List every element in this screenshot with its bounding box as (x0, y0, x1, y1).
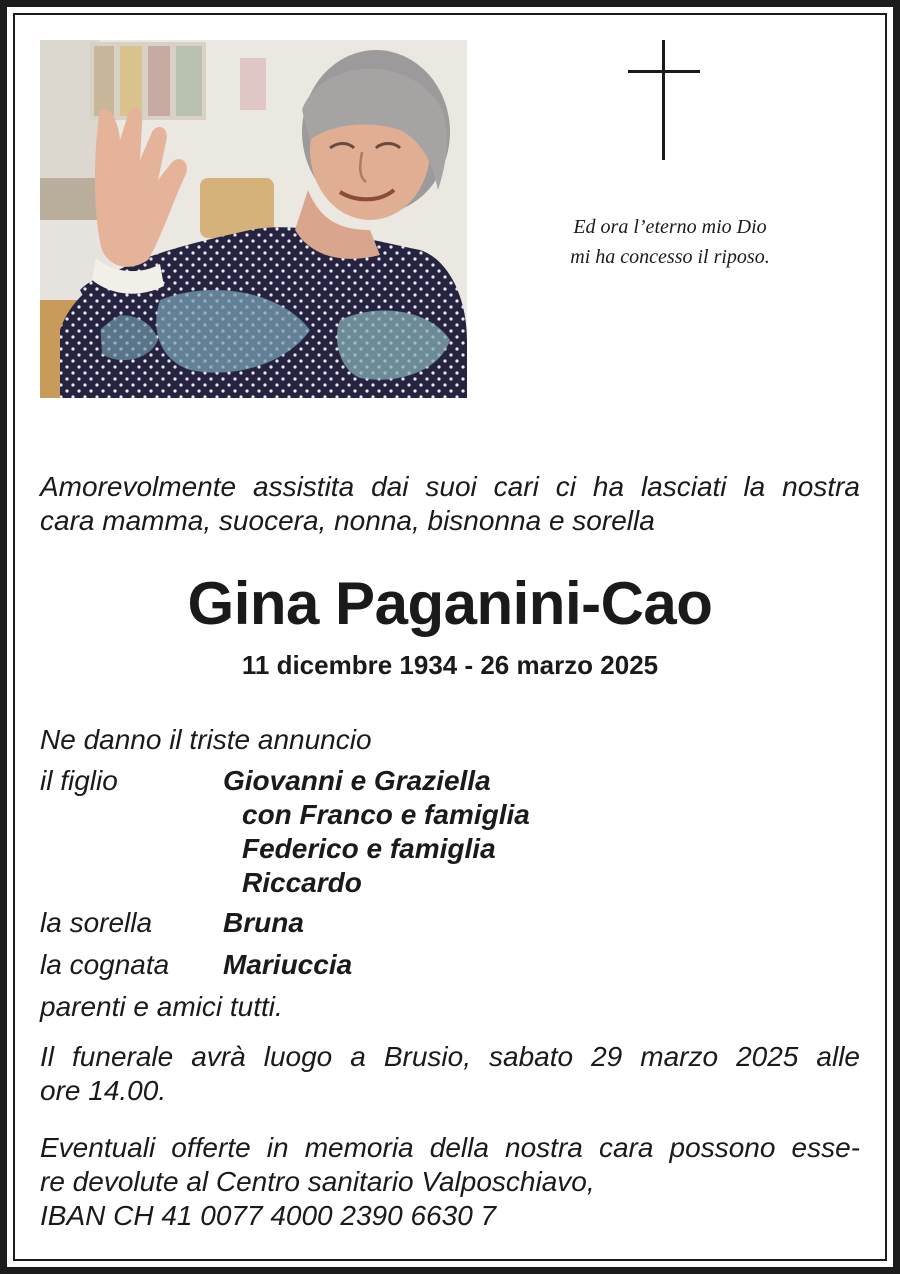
donation-info (40, 1131, 860, 1233)
relative-row-sister-in-law (40, 948, 352, 982)
relative-name: Bruna (223, 907, 304, 938)
portrait-photo (40, 40, 467, 398)
bible-verse (520, 212, 820, 272)
relatives-others: parenti e amici tutti. (40, 991, 283, 1022)
relative-sub-1: con Franco e famiglia (242, 799, 530, 830)
relative-name: Mariuccia (223, 949, 353, 980)
cross-icon (628, 40, 700, 160)
relative-name: Giovanni e Graziella (223, 765, 491, 796)
deceased-name: Gina Paganini-Cao (187, 570, 713, 637)
intro-line-1: Amorevolmente assistita dai suoi cari ci ha lasciati la nostra (40, 471, 860, 502)
announcement-heading: Ne danno il triste annuncio (40, 724, 372, 755)
verse-line-2: mi ha concesso il riposo. (570, 246, 770, 268)
relative-sub-2: Federico e famiglia (242, 833, 496, 864)
relative-sub-3: Riccardo (242, 867, 362, 898)
relative-label: il figlio (40, 765, 118, 796)
relative-label: la sorella (40, 907, 153, 938)
donation-line-1: Eventuali offerte in memoria della nostra cara possono esse- (40, 1132, 860, 1163)
intro-text (40, 470, 860, 538)
donation-line-2: re devolute al Centro sanitario Valposchiavo, (40, 1166, 595, 1197)
relative-label: la cognata (40, 949, 170, 980)
relative-row-son (40, 764, 491, 798)
funeral-line-2: ore 14.00. (40, 1075, 167, 1106)
funeral-line-1: Il funerale avrà luogo a Brusio, sabato 29 marzo 2025 alle (40, 1041, 860, 1072)
relative-row-sister (40, 906, 304, 940)
donation-iban: IBAN CH 41 0077 4000 2390 6630 7 (40, 1200, 497, 1231)
funeral-info (40, 1040, 860, 1108)
verse-line-1: Ed ora l’eterno mio Dio (573, 216, 767, 238)
life-dates: 11 dicembre 1934 - 26 marzo 2025 (241, 650, 659, 680)
intro-line-2: cara mamma, suocera, nonna, bisnonna e sorella (40, 505, 655, 536)
